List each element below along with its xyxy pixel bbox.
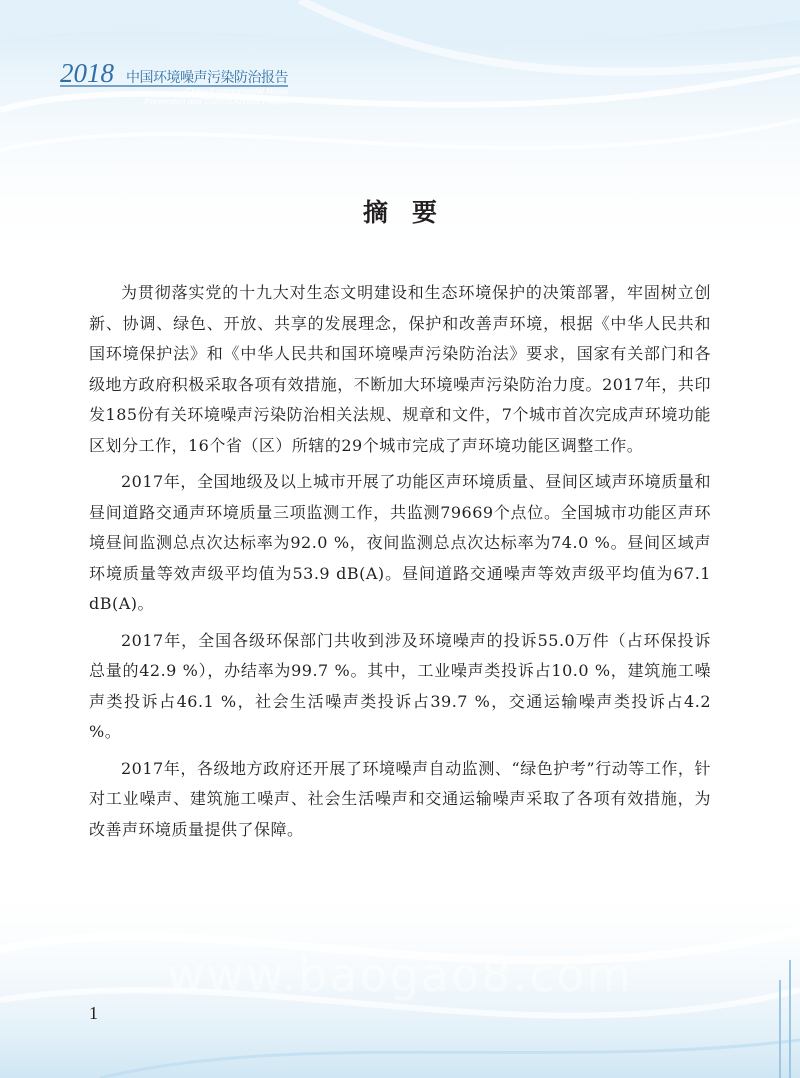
header-title-cn: 中国环境噪声污染防治报告 bbox=[126, 70, 288, 86]
page-number: 1 bbox=[89, 1003, 98, 1023]
header-title-en bbox=[90, 86, 288, 106]
page-title: 摘要 bbox=[362, 198, 461, 227]
header-title-en-line2: Prevention and Control Annual Report bbox=[144, 96, 288, 106]
watermark: www.baogao8.com bbox=[166, 948, 634, 1002]
header-title-en-line1: China Environmental Noise bbox=[185, 86, 288, 96]
paragraph: 2017年，全国各级环保部门共收到涉及环境噪声的投诉55.0万件（占环保投诉总量的42.9 %），办结率为99.7 %。其中，工业噪声类投诉占10.0 %，建筑施工噪声类投诉占46.1 %，社会生活噪声类投诉占39.7 %，交通运输噪声类投诉占4.2 %。 bbox=[89, 630, 711, 741]
abstract-body bbox=[89, 278, 711, 851]
paragraph: 2017年，各级地方政府还开展了环境噪声自动监测、“绿色护考”行动等工作，针对工业噪声、建筑施工噪声、社会生活噪声和交通运输噪声采取了各项有效措施，为改善声环境质量提供了保障。 bbox=[89, 758, 711, 839]
header-year: 2018 bbox=[60, 58, 114, 88]
paragraph: 为贯彻落实党的十九大对生态文明建设和生态环境保护的决策部署，牢固树立创新、协调、绿色、开放、共享的发展理念，保护和改善声环境，根据《中华人民共和国环境保护法》和《中华人民共和国环境噪声污染防治法》要求，国家有关部门和各级地方政府积极采取各项有效措施，不断加大环境噪声污染防治力度。2017年，共印发185份有关环境噪声污染防治相关法规、规章和文件，7个城市首次完成声环境功能区划分工作，16个省（区）所辖的29个城市完成了声环境功能区调整工作。 bbox=[89, 283, 711, 455]
paragraph: 2017年，全国地级及以上城市开展了功能区声环境质量、昼间区域声环境质量和昼间道路交通声环境质量三项监测工作，共监测79669个点位。全国城市功能区声环境昼间监测总点次达标率为92.0 %，夜间监测总点次达标率为74.0 %。昼间区域声环境质量等效声级平均值为53.9 dB(A)。昼间道路交通噪声等效声级平均值为67.1 dB(A)。 bbox=[89, 472, 711, 613]
